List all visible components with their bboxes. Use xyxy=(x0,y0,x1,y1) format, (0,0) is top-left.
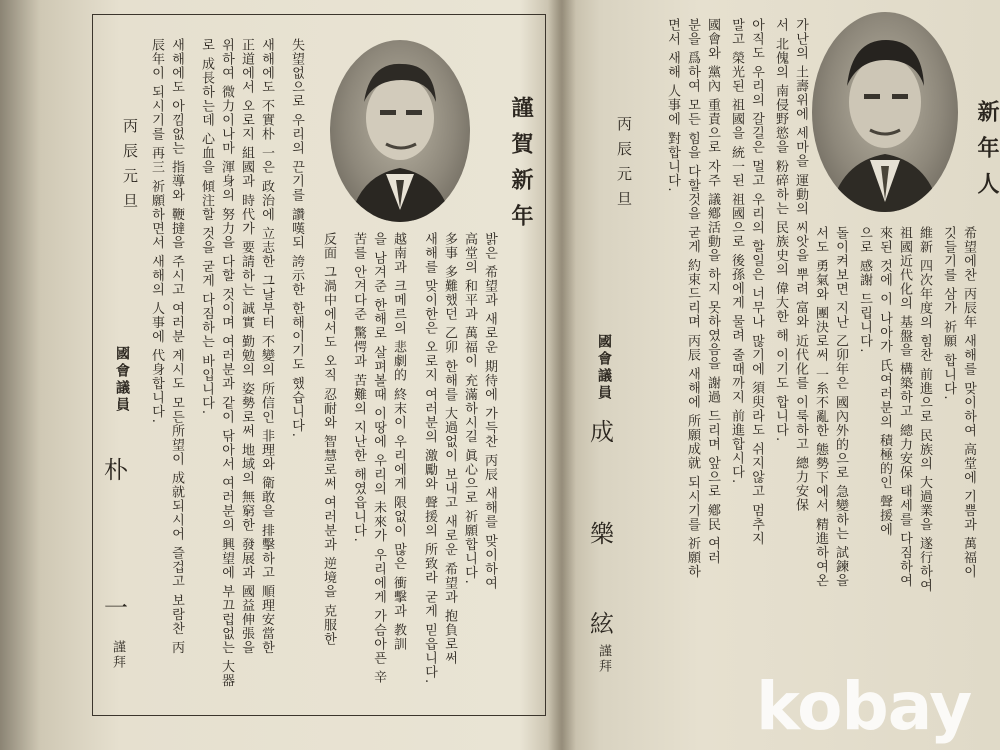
portrait-photo-right xyxy=(812,12,958,212)
right-name-char: 絃 xyxy=(590,610,614,638)
left-body-column: 正道에서 오로지 組國과 時代가 要請하는 誠實 勤勉의 姿勢로써 地域의 無窮한 發展과 國益伸張을 xyxy=(239,38,254,655)
right-body-column: 維新 四次年度의 힘찬 前進으로 民族의 大過業을 遂行하여 xyxy=(917,226,932,593)
left-name-char: 一 xyxy=(104,594,128,622)
right-body-column: 돌이켜보면 지난 乙卯年은 國內外的으로 急變하는 試鍊을 xyxy=(833,226,848,588)
right-body-column: 서 北傀의 南侵野慾을 粉碎하는 民族史의 偉大한 해 이기도 합니다. xyxy=(773,18,788,443)
right-body-column: 분을 爲하여 모든 힘을 다할것을 굳게 約束드리며 丙辰 새해에 所願成就 되시기를 祈願하 xyxy=(685,18,700,579)
right-body-column: 서도 勇氣와 團決로써 一糸不亂한 態勢下에서 精進하여온 xyxy=(813,226,828,588)
right-body-column: 으로 感謝 드립니다. xyxy=(857,226,872,354)
man-portrait-icon xyxy=(812,12,958,212)
portrait-photo-left xyxy=(330,40,470,222)
left-name-char: 朴 xyxy=(104,456,128,484)
left-role: 國會議員 xyxy=(114,346,130,414)
right-body-column: 면서 새해 人事에 對합니다. xyxy=(665,18,680,193)
right-name-char: 成 xyxy=(590,418,614,446)
right-body-column: 希望에찬 丙辰年 새해를 맞이하여 高堂에 기쁨과 萬福이 xyxy=(961,226,976,579)
left-body-column: 苦를 안겨다준 驚愕과 苦難의 지난한 해였읍니다. xyxy=(351,232,366,543)
right-body-column: 國會와 黨內 重責으로 자주 議鄕活動을 하지 못하였음을 謝過 드리며 앞으로 鄕民 여러 xyxy=(705,18,720,565)
left-date: 丙辰元旦 xyxy=(121,118,139,218)
right-heading-partial: 新年人 xyxy=(974,100,1000,208)
right-role: 國會議員 xyxy=(596,334,612,402)
left-body-column: 밝은 希望과 새로운 期待에 가득찬 丙辰 새해를 맞이하여 xyxy=(482,232,497,590)
left-body-column: 로 成長하는데 心血을 傾注할 것을 굳게 다짐하는 바입니다. xyxy=(199,38,214,416)
right-body-column: 말고 榮光된 祖國을 統一된 祖國으로 後孫에게 물려 줄때까지 前進합시다. xyxy=(729,18,744,485)
right-body-column: 가난의 土壽위에 세마을 運動의 씨앗을 뿌려 富와 近代化를 이룩하고 總力安保 xyxy=(793,18,808,513)
left-body-column: 새해에도 不實朴 一은 政治에 立志한 그날부터 不變의 所信인 非理와 衛敢을 排擊하고 順理安當한 xyxy=(259,38,274,655)
right-bow: 謹拜 xyxy=(596,644,611,674)
right-body-column: 깃들기를 삼가 祈願 합니다. xyxy=(941,226,956,401)
kobay-watermark-logo: kobay xyxy=(756,668,972,745)
right-name-char: 樂 xyxy=(590,520,614,548)
left-body-column: 을 남겨준 한해로 살펴볼때 이땅에 우리의 未來가 우리에게 가슴아픈 辛 xyxy=(371,232,386,685)
left-body-column: 새해를 맞이한은 오로지 여러분의 激勵와 聲援의 所致라 굳게 믿읍니다. xyxy=(422,232,437,685)
left-body-column: 새해에도 아낌없는 指導와 鞭撻을 주시고 여러분 계시도 모든所望이 成就되시어 즐겁고 보람찬 丙 xyxy=(169,38,184,655)
left-body-column: 失望없으로 우리의 끈기를 讚嘆되 誇示한 한해이기도 했습니다. xyxy=(289,38,304,438)
right-date: 丙辰元旦 xyxy=(615,116,633,216)
left-body-column: 辰年이 되시기를 再三 祈願하면서 새해의 人事에 代身합니다. xyxy=(149,38,164,424)
left-heading: 謹賀新年 xyxy=(508,96,534,240)
left-body-column: 高堂의 和平과 萬福이 充滿하시길 眞心으로 祈願합니다. xyxy=(462,232,477,585)
page-gutter xyxy=(548,0,576,750)
left-body-column: 越南과 크메르의 悲劇的 終末이 우리에게 限없이 많은 衝擊과 教訓 xyxy=(391,232,406,652)
right-body-column: 來된 것에 이 나아가 氏여러분의 積極的인 聲援에 xyxy=(877,226,892,537)
left-body-column: 多事 多難했던 乙卯 한해를 大過없이 보내고 새로운 希望과 抱負로써 xyxy=(442,232,457,666)
man-portrait-icon xyxy=(330,40,470,222)
right-body-column: 祖國近代化의 基盤을 構築하고 總力安保 태세를 다짐하여 xyxy=(897,226,912,588)
right-body-column: 아직도 우리의 갈길은 멀고 우리의 할일은 너무나 많기에 須臾라도 쉬지않고 멈추지 xyxy=(749,18,764,546)
left-body-column: 위하여 微力이나마 渾身의 努力을 다할 것이며 여러분과 같이 닦아서 여러분의 興望에 부끄럽없는 大器 xyxy=(219,38,234,688)
left-body-column: 反面 그渦中에서도 오직 忍耐와 智慧로써 여러분과 逆境을 克服한 xyxy=(321,232,336,646)
left-bow: 謹拜 xyxy=(110,640,125,670)
